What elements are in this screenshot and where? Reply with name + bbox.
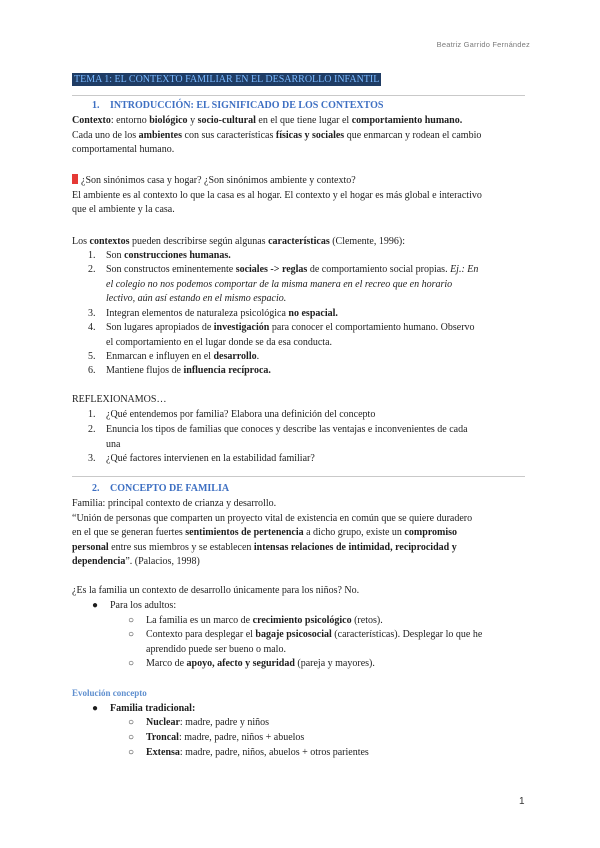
text: aprendido puede ser bueno o malo. (146, 643, 286, 655)
section-heading-1 (92, 99, 383, 113)
section-number: 2. (92, 483, 100, 494)
bullet-icon: ● (92, 600, 99, 611)
section-title: CONCEPTO DE FAMILIA (110, 483, 230, 494)
text: a dicho grupo, existe un (303, 527, 405, 538)
bold-term: características (268, 236, 330, 247)
list-number: 1. (88, 250, 96, 261)
question-text: ¿Son sinónimos casa y hogar? ¿Son sinónimos ambiente y contexto? (81, 175, 356, 186)
question-2: ¿Es la familia un contexto de desarrollo únicamente para los niños? No. (72, 585, 360, 596)
bold-term: Extensa (146, 747, 180, 758)
text: : madre, padre y niños (179, 717, 270, 728)
paragraph-context (72, 114, 532, 158)
circle-bullet-icon: ○ (128, 615, 135, 626)
bold-term: no espacial. (288, 308, 338, 319)
list-number: 4. (88, 322, 96, 333)
bold-term: Nuclear (146, 717, 180, 728)
text: ¿Qué factores intervienen en la estabilidad familiar? (106, 453, 315, 464)
circle-bullet-icon: ○ (128, 717, 135, 728)
text: Son constructos eminentemente (106, 264, 236, 275)
list-number: 1. (88, 409, 96, 420)
text: Son lugares apropiados de (106, 322, 214, 333)
divider (72, 95, 525, 96)
text: para conocer el comportamiento humano. Observo (269, 322, 475, 333)
list-number: 3. (88, 453, 96, 464)
bold-term: desarrollo (213, 351, 257, 362)
bold-term: comportamiento humano. (351, 115, 463, 126)
text: (pareja y mayores). (294, 658, 375, 669)
text: en el que tiene lugar el (255, 115, 352, 126)
contexts-intro (72, 235, 532, 250)
text: comportamental humano. (72, 144, 175, 155)
text: Son (106, 250, 125, 261)
list-number: 2. (88, 264, 96, 275)
bullet-icon: ● (92, 703, 99, 714)
bold-term: intensas relaciones de intimidad, reciprocidad y (253, 541, 457, 553)
section-title: INTRODUCCIÓN: EL SIGNIFICADO DE LOS CONTEXTOS (110, 100, 384, 111)
bold-term: bagaje psicosocial (255, 629, 332, 640)
italic-text: el colegio no nos podemos comportar de la misma manera en el recreo que en horario (106, 278, 453, 290)
bold-term: contextos (89, 236, 130, 247)
list-number: 2. (88, 424, 96, 435)
text: el comportamiento en el lugar donde se da esa conducta. (106, 336, 333, 348)
circle-bullet-icon: ○ (128, 629, 135, 640)
subsection-heading: Evolución concepto (72, 688, 147, 698)
text: una (106, 438, 121, 450)
list-number: 3. (88, 308, 96, 319)
list-number: 6. (88, 365, 96, 376)
text: Los (72, 236, 90, 247)
divider (72, 476, 525, 477)
bold-term: apoyo, afecto y seguridad (186, 658, 295, 669)
text: Mantiene flujos de (106, 365, 184, 376)
italic-text: lectivo, aún así estando en el mismo espacio. (106, 293, 287, 304)
text: “Unión de personas que comparten un proyecto vital de existencia en común que se quiere duradero (72, 512, 473, 524)
text: con sus características (182, 129, 276, 141)
text: : madre, padre, niños, abuelos + otros parientes (179, 747, 369, 758)
italic-text: Ej.: En (450, 264, 479, 275)
text: ”. (Palacios, 1998) (125, 556, 200, 567)
bold-term: socio-cultural (197, 115, 256, 126)
answer-text: que el ambiente y la casa. (72, 204, 175, 215)
text: Cada uno de los (72, 129, 139, 141)
text: : entorno (110, 115, 150, 126)
text: . (256, 351, 260, 362)
bold-term: Contexto (72, 115, 111, 126)
document-title: TEMA 1: EL CONTEXTO FAMILIAR EN EL DESARROLLO INFANTIL (74, 74, 380, 85)
page-number: 1 (519, 796, 525, 807)
text: La familia es un marco de (146, 615, 253, 626)
circle-bullet-icon: ○ (128, 732, 135, 743)
text: Marco de (146, 658, 187, 669)
red-flag-icon (72, 174, 78, 184)
bold-term: investigación (213, 322, 270, 333)
text: Contexto para desplegar el (146, 629, 256, 640)
text: y (187, 115, 198, 126)
list-number: 5. (88, 351, 96, 362)
text: (Clemente, 1996): (329, 236, 405, 247)
bold-term: sociales -> reglas (235, 264, 308, 275)
bold-term: crecimiento psicológico (252, 615, 352, 626)
text: en el que se generan fuertes (72, 527, 186, 538)
bold-term: sentimientos de pertenencia (185, 527, 304, 538)
bold-term: construcciones humanas. (124, 250, 231, 261)
author-header: Beatriz Garrido Fernández (436, 40, 530, 49)
text: Enmarcan e influyen en el (106, 351, 214, 362)
text: pueden describirse según algunas (129, 236, 269, 247)
bold-term: Troncal (146, 732, 179, 743)
bold-term: biológico (149, 115, 188, 126)
section-heading-2 (92, 482, 229, 496)
text: : madre, padre, niños + abuelos (178, 732, 305, 743)
bold-term: personal (72, 541, 109, 553)
text: (retos). (351, 615, 383, 626)
bold-term: físicas y sociales (275, 129, 345, 141)
text: (características). Desplegar lo que he (331, 629, 483, 640)
text: Familia: principal contexto de crianza y desarrollo. (72, 498, 277, 509)
bold-term: Familia tradicional: (110, 703, 196, 714)
bold-term: influencia recíproca. (183, 365, 271, 376)
text: Integran elementos de naturaleza psicológica (106, 308, 289, 319)
bold-term: ambientes (138, 129, 182, 141)
text: Para los adultos: (110, 600, 177, 611)
bold-term: dependencia (72, 556, 126, 567)
text: Enuncia los tipos de familias que conoces y describe las ventajas e inconvenientes de cada (106, 424, 468, 435)
text: ¿Qué entendemos por familia? Elabora una definición del concepto (106, 409, 376, 420)
answer-text: El ambiente es al contexto lo que la casa es al hogar. El contexto y el hogar es más global e interactivo (72, 189, 482, 201)
circle-bullet-icon: ○ (128, 658, 135, 669)
circle-bullet-icon: ○ (128, 747, 135, 758)
text: de comportamiento social propias. (307, 264, 451, 275)
section-number: 1. (92, 100, 100, 111)
question-paragraph (72, 174, 532, 218)
bold-term: compromiso (404, 527, 458, 538)
reflexionamos-label: REFLEXIONAMOS… (72, 394, 167, 405)
text: entre sus miembros y se establecen (108, 541, 254, 553)
family-definition (72, 497, 532, 570)
text: que enmarcan y rodean el cambio (344, 129, 482, 141)
